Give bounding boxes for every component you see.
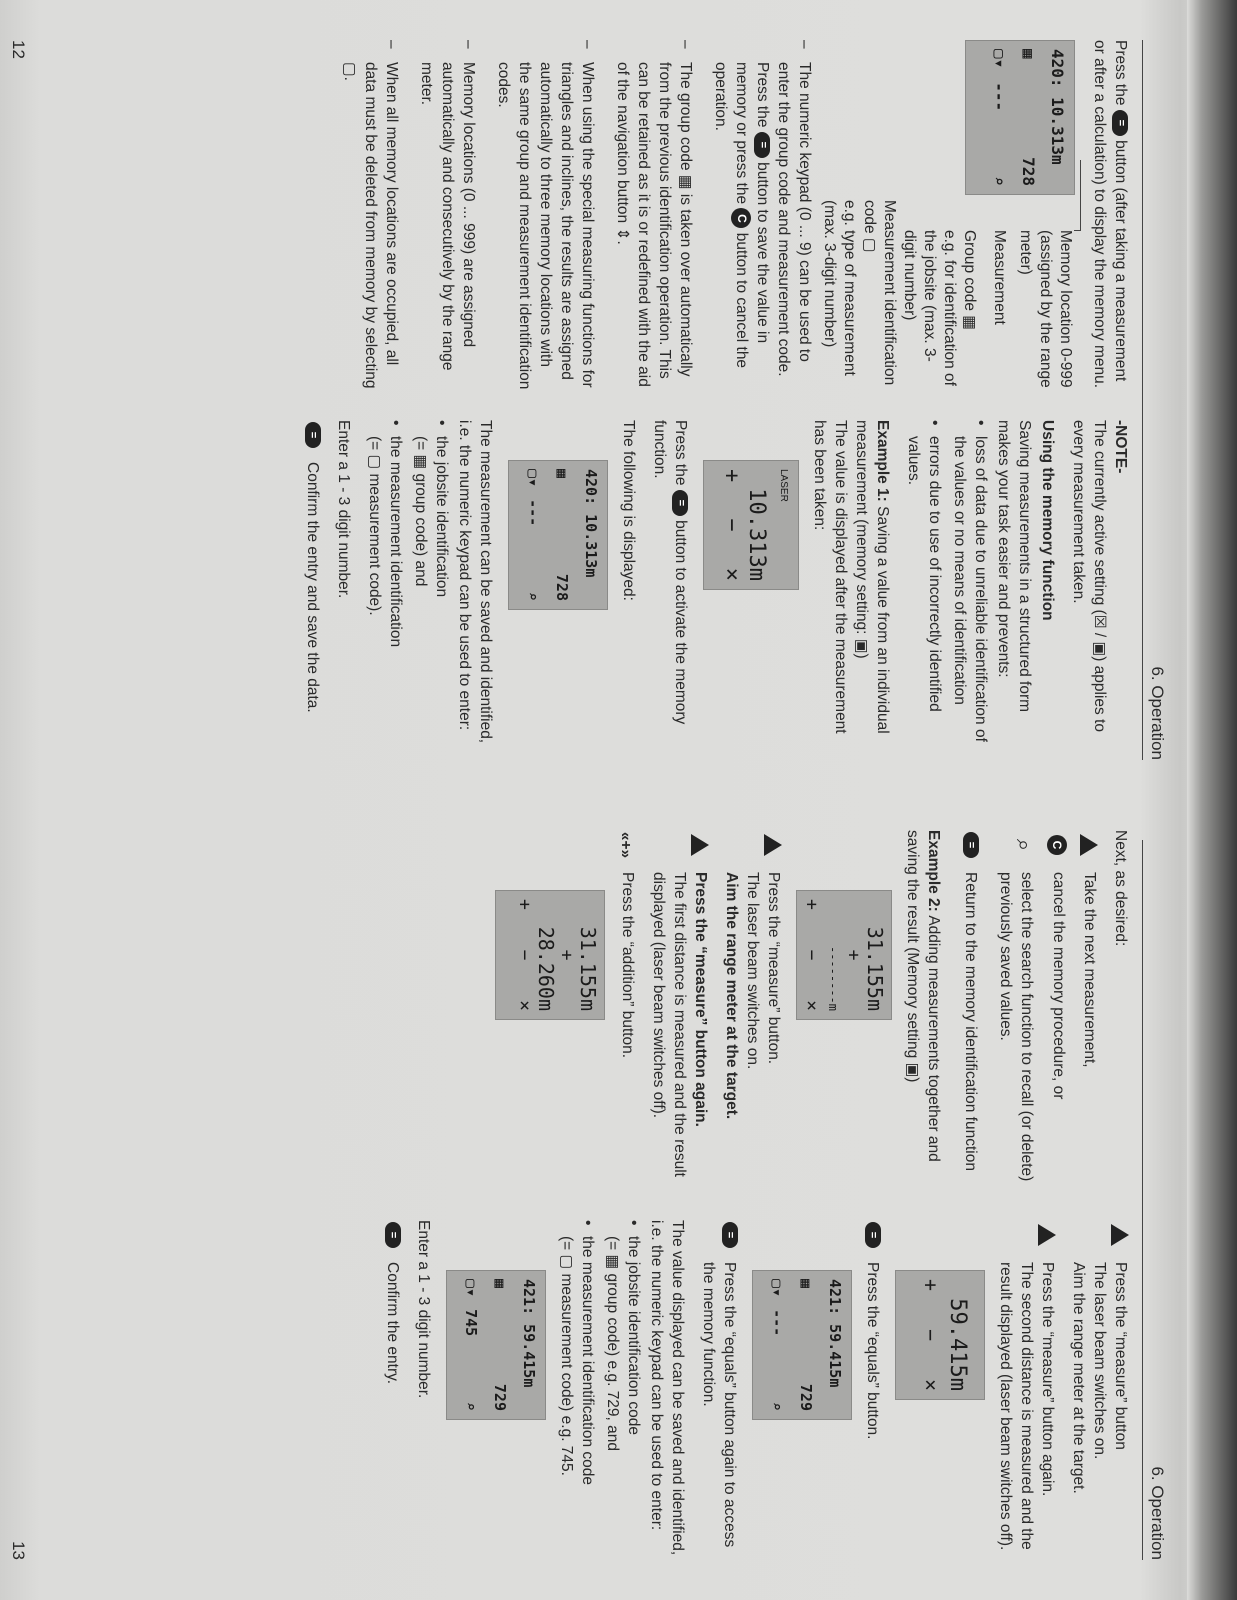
group-code-label: Group code ▦ e.g. for identification of the jobsite (max. 3-digit number) [901,230,978,386]
minus-icon: − [919,1328,943,1342]
group-code-icon: ▦ [553,469,571,479]
cancel-button-icon: C [1047,835,1067,855]
minus-icon: − [719,518,744,532]
plus-icon: + [514,899,535,910]
display-value: 10.313m [744,488,769,581]
header-rule [1142,40,1143,760]
search-icon: ⌕ [524,591,542,601]
memory-setting-icon: ▣ [853,638,870,654]
search-icon: ⌕ [768,1401,786,1411]
addition-key-label: «+» [617,831,634,859]
bullet-memory-locations: – Memory locations (0 ... 999) are assigned automatically and consecutively by the range meter. [418,40,477,371]
delete-memory-icon: ▢ [341,62,358,77]
measure-button-icon [1080,834,1098,856]
leader-line [1074,160,1081,231]
measurement-code-icon: ▢▾ [990,49,1009,69]
section-heading: Using the memory function [1039,420,1056,621]
measurement-code-icon: ▢▾ [462,1279,480,1298]
measure-button-icon [691,834,709,856]
single-setting-icon: ☒ [1091,614,1108,629]
search-icon: ⌕ [462,1401,480,1411]
note: -NOTE- The currently active setting (☒ / ▣) applies to every measurement taken. [1070,420,1129,733]
plus-icon: + [719,469,744,483]
equals-button-icon: = [305,422,321,448]
group-code-icon: ▦ [677,174,694,190]
display-single-value [703,460,799,590]
memory-display: 420: 10.313m ▦ 728 ▢▾ --- ⌕ [508,460,608,610]
equals-button-icon: = [963,832,979,858]
example-1: Example 1: Saving a value from an individual measurement (memory setting: ▣) The value is displayed after the measurement has been taken: [811,420,891,734]
navigation-button-icon: ⇕ [614,227,631,241]
intro-text: Press the = button (after taking a measurement or after a calculation) to display the memory menu. [1091,40,1129,389]
lcd-line-2: 728 [1019,157,1038,186]
equals-button-icon: = [1112,110,1128,136]
page-number: 13 [9,1541,28,1560]
page-left [0,0,1187,800]
page-header: 6. Operation [1148,1466,1167,1560]
ident-code-label: Measurement identification code ▢ e.g. type of measurement (max. 3-digit number) [821,200,898,386]
group-code-icon: ▦ [412,454,429,470]
minus-icon: − [514,949,535,961]
equals-button-icon: = [865,1222,881,1248]
group-code-icon: ▦ [491,1279,509,1289]
left-column-1 [325,40,1131,390]
laser-indicator: LASER [778,469,789,502]
measurement-label: Measurement [991,230,1008,325]
memory-display: 421: 59.415m ▦ 729 ▢▾ --- ⌕ [752,1270,852,1420]
equals-button-icon: = [385,1222,401,1248]
bullet-memory-full: – When all memory locations are occupied, all data must be deleted from memory by selecting ▢. [341,40,400,389]
page-right [0,800,1187,1600]
display-first-value: 31.155m + --------m + − × [796,890,892,1020]
minus-icon: − [801,949,822,961]
group-code-icon: ▦ [1019,49,1038,59]
search-icon: ⌕ [990,176,1009,186]
group-code-icon: ▦ [797,1279,815,1289]
measure-button-icon [764,834,782,856]
equals-button-icon: = [672,490,688,516]
right-column-1: Next, as desired: Take the next measurement, C cancel the memory procedure, or ⌕ select the search function to recall (or delete) previously saved values. = Return to the memory identification function Example 2: Adding measurements together and saving the result (Memory setting ▣) 31.155m + --------m + − × Press the “measure” button. The laser beam switches on. Aim the range meter at the target. Press the “measure” button again. The first distance is measured and the result displayed (laser beam switches off). «+» Press the “addition” button. 31.155m + 28.260m + − × [483,830,1131,1190]
example-2: Example 2: Adding measurements together and saving the result (Memory setting ▣) [904,830,942,1162]
measure-button-icon [1111,1224,1129,1246]
multiply-icon: × [801,1000,822,1011]
memory-display-coded: 421: 59.415m ▦ 729 ▢▾ 745 ⌕ [446,1270,546,1420]
page-number: 12 [9,40,28,59]
cancel-button-icon: C [731,208,751,228]
multiply-icon: × [919,1378,943,1391]
display-sum: 31.155m + 28.260m + − × [495,890,605,1020]
measurement-code-icon: ▢▾ [768,1279,786,1298]
equals-button-icon: = [722,1222,738,1248]
equals-button-icon: = [754,132,770,158]
plus-icon: + [919,1279,943,1292]
memory-setting-icon: ▣ [904,1062,921,1078]
measure-button-icon [1038,1224,1056,1246]
bullet-group-code: – The group code ▦ is taken over automatically from the previous identification operation. This can be retained as it is or redefined with the aid of the navigation button ⇕. [614,40,694,387]
left-column-2: -NOTE- The currently active setting (☒ / ▣) applies to every measurement taken. Using the memory function Saving measurements in a structured form makes your task easier and prevents: • loss of data due to unreliable identification of the values or no means of identification • errors due to use of incorrectly identified values. Example 1: Saving a value from an individual measurement (memory setting: ▣) The value is displayed after the measurement has been taken: LASER 10.313m + − × Press the = button to activate the memory function. The following is displayed: 420: 10.313m ▦ 728 ▢▾ --- ⌕ The measurement can be saved and identified, i.e. the numeric keypad can be used to enter: • the jobsite identification (= ▦ group code) and • the measurement identification (= ▢ measurement code). Enter a 1 - 3 digit number. = Confirm the entry and save the data. [292,420,1131,760]
measurement-code-icon: ▢ [558,1254,575,1270]
right-column-2: Press the “measure” button The laser beam switches on. Aim the range meter at the target. Press the “measure” button again. The second distance is measured and the result displayed (laser beam switches off). 59.415m + − × = Press the “equals” button. 421: 59.415m ▦ 729 ▢▾ --- ⌕ = Press the “equals” button again to access the memory function. The value displayed can be saved and identified, i.e. the numeric keypad can be used to enter: • the jobsite identification code (= ▦ group code) e.g. 729, and • the measurement identification code (= ▢ measurement code) e.g. 745. 421: 59.415m ▦ 729 ▢▾ 745 ⌕ Enter a 1 - 3 digit number. = Confirm the entry. [384,1220,1129,1556]
search-icon: ⌕ [1012,838,1037,852]
multiply-icon: × [719,567,744,581]
lcd-line-1: 420: 10.313m [1048,49,1067,165]
header-rule [1142,840,1143,1560]
memory-location-label: Memory location 0-999 (assigned by the range meter) [1017,230,1074,388]
group-code-icon: ▦ [604,1254,621,1270]
display-second-value: 59.415m + − × [895,1270,985,1400]
lcd-line-3: --- [990,82,1009,112]
memory-setting-icon: ▣ [1091,641,1108,657]
measurement-code-icon: ▢▾ [524,469,542,488]
multiply-icon: × [514,1000,535,1011]
memory-display [965,40,1075,195]
bullet-special-functions: – When using the special measuring functions for triangles and inclines, the results are assigned automatically to three memory locations with the same group and measurement identification codes. [495,40,596,390]
measurement-code-icon: ▢ [366,454,383,470]
plus-icon: + [801,899,822,910]
page-header: 6. Operation [1148,666,1167,760]
memory-diagram [821,40,1075,390]
bullet-keypad: – The numeric keypad (0 ... 9) can be used to enter the group code and measurement code. Press the = button to save the value in memory or press the C button to cancel the operation. [712,40,813,377]
binding-shadow [1187,0,1237,1600]
